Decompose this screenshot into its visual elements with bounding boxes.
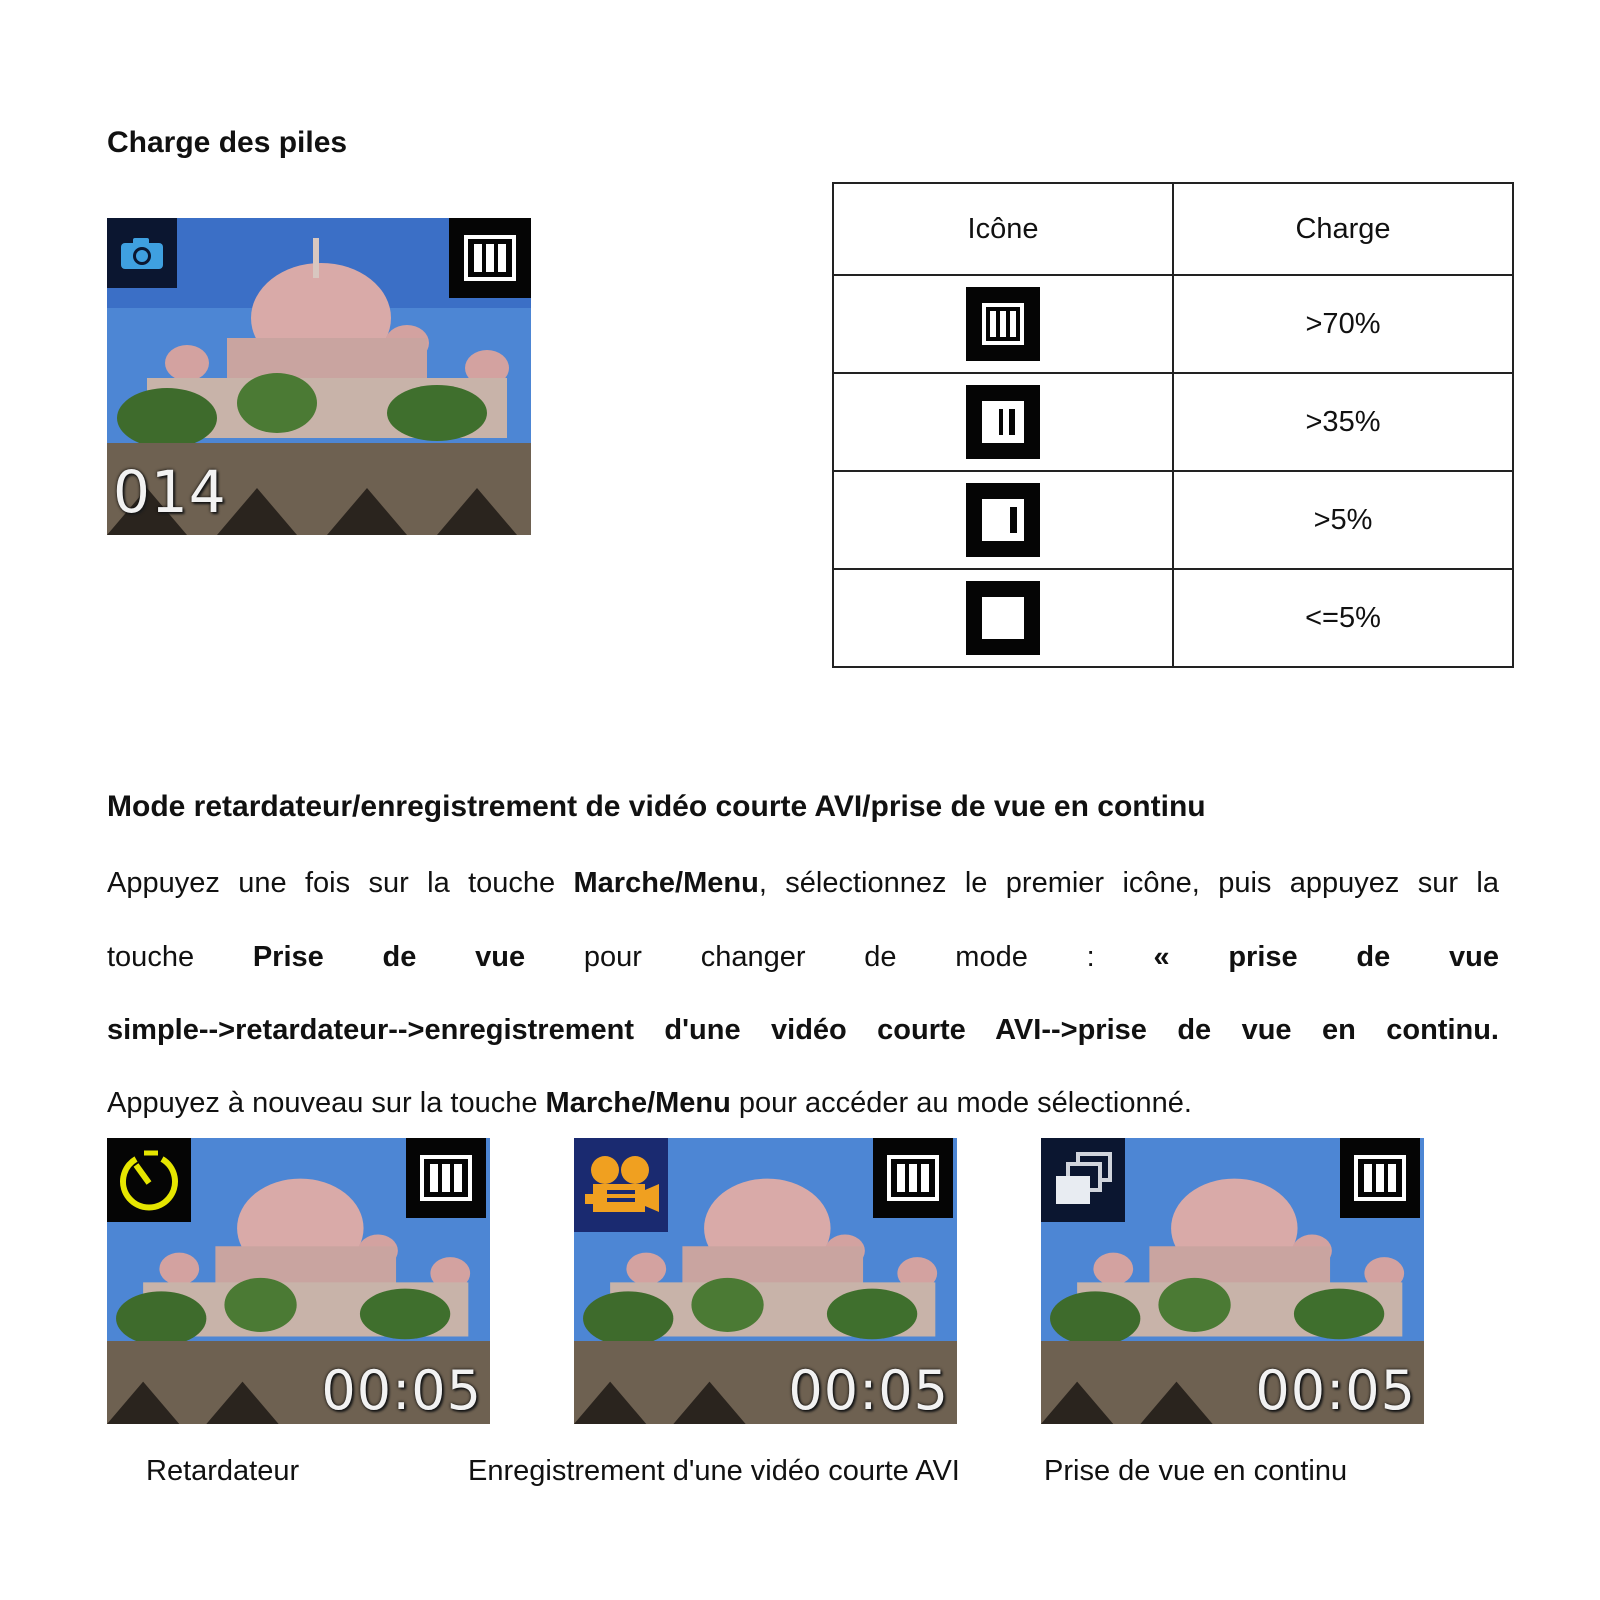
battery-icon-cell <box>833 275 1173 373</box>
shot-counter: 014 <box>113 458 227 526</box>
instruction-line-3: simple-->retardateur-->enregistrement d'une vidéo courte AVI-->prise de vue en continu. <box>107 1014 1499 1046</box>
header-charge: Charge <box>1173 183 1513 275</box>
text: pour changer de mode : <box>525 941 1154 973</box>
charge-value: >35% <box>1173 373 1513 471</box>
caption-timer: Retardateur <box>146 1455 300 1487</box>
battery-full-icon <box>1353 1154 1407 1202</box>
burst-mode-screen <box>1041 1138 1424 1424</box>
caption-video: Enregistrement d'une vidéo courte AVI <box>468 1455 960 1487</box>
table-row <box>833 373 1513 471</box>
battery-indicator <box>1340 1138 1420 1218</box>
battery-indicator <box>449 218 531 298</box>
charge-value: >70% <box>1173 275 1513 373</box>
camera-icon <box>117 233 167 273</box>
menu-key-name: Marche/Menu <box>573 867 759 899</box>
text: Appuyez à nouveau sur la touche <box>107 1087 546 1119</box>
table-row <box>833 569 1513 667</box>
mode-indicator <box>574 1138 668 1232</box>
shutter-key-name: Prise de vue <box>252 941 526 973</box>
charge-value: <=5% <box>1173 569 1513 667</box>
table-header-row <box>833 183 1513 275</box>
text: , sélectionnez le premier icône, puis appuyez sur la <box>758 867 1500 899</box>
battery-icon-cell <box>833 569 1173 667</box>
instruction-line-2 <box>107 920 1499 994</box>
burst-time: 00:05 <box>1255 1359 1416 1422</box>
timer-icon <box>114 1145 184 1215</box>
battery-section-title: Charge des piles <box>107 126 348 159</box>
timer-mode-screen <box>107 1138 490 1424</box>
countdown-time: 00:05 <box>321 1359 482 1422</box>
video-camera-icon <box>581 1150 661 1220</box>
mode-section-title: Mode retardateur/enregistrement de vidéo courte AVI/prise de vue en continu <box>107 790 1206 823</box>
text: Appuyez une fois sur la touche <box>107 867 574 899</box>
battery-indicator <box>406 1138 486 1218</box>
video-mode-screen <box>574 1138 957 1424</box>
instruction-line-4 <box>107 1066 1499 1140</box>
text: touche <box>107 941 253 973</box>
mode-indicator <box>1041 1138 1125 1222</box>
battery-full-icon <box>886 1154 940 1202</box>
battery-full-icon <box>463 234 517 282</box>
charge-value: >5% <box>1173 471 1513 569</box>
camera-mode-indicator <box>107 218 177 288</box>
battery-full-icon <box>419 1154 473 1202</box>
text: pour accéder au mode sélectionné. <box>730 1087 1192 1119</box>
mode-indicator <box>107 1138 191 1222</box>
caption-burst: Prise de vue en continu <box>1044 1455 1348 1487</box>
menu-key-name: Marche/Menu <box>545 1087 731 1119</box>
recording-time: 00:05 <box>788 1359 949 1422</box>
battery-full-icon <box>966 287 1040 361</box>
table-row <box>833 471 1513 569</box>
battery-empty-icon <box>966 581 1040 655</box>
battery-charge-table <box>832 182 1514 668</box>
burst-shot-icon <box>1048 1150 1118 1210</box>
battery-icon-cell <box>833 471 1173 569</box>
header-icon: Icône <box>833 183 1173 275</box>
camera-preview-screen <box>107 218 531 535</box>
table-row <box>833 275 1513 373</box>
mode-sequence-start: « prise de vue <box>1153 941 1499 973</box>
battery-one-third-icon <box>966 483 1040 557</box>
battery-indicator <box>873 1138 953 1218</box>
battery-two-thirds-icon <box>966 385 1040 459</box>
battery-icon-cell <box>833 373 1173 471</box>
instruction-line-1 <box>107 846 1499 920</box>
